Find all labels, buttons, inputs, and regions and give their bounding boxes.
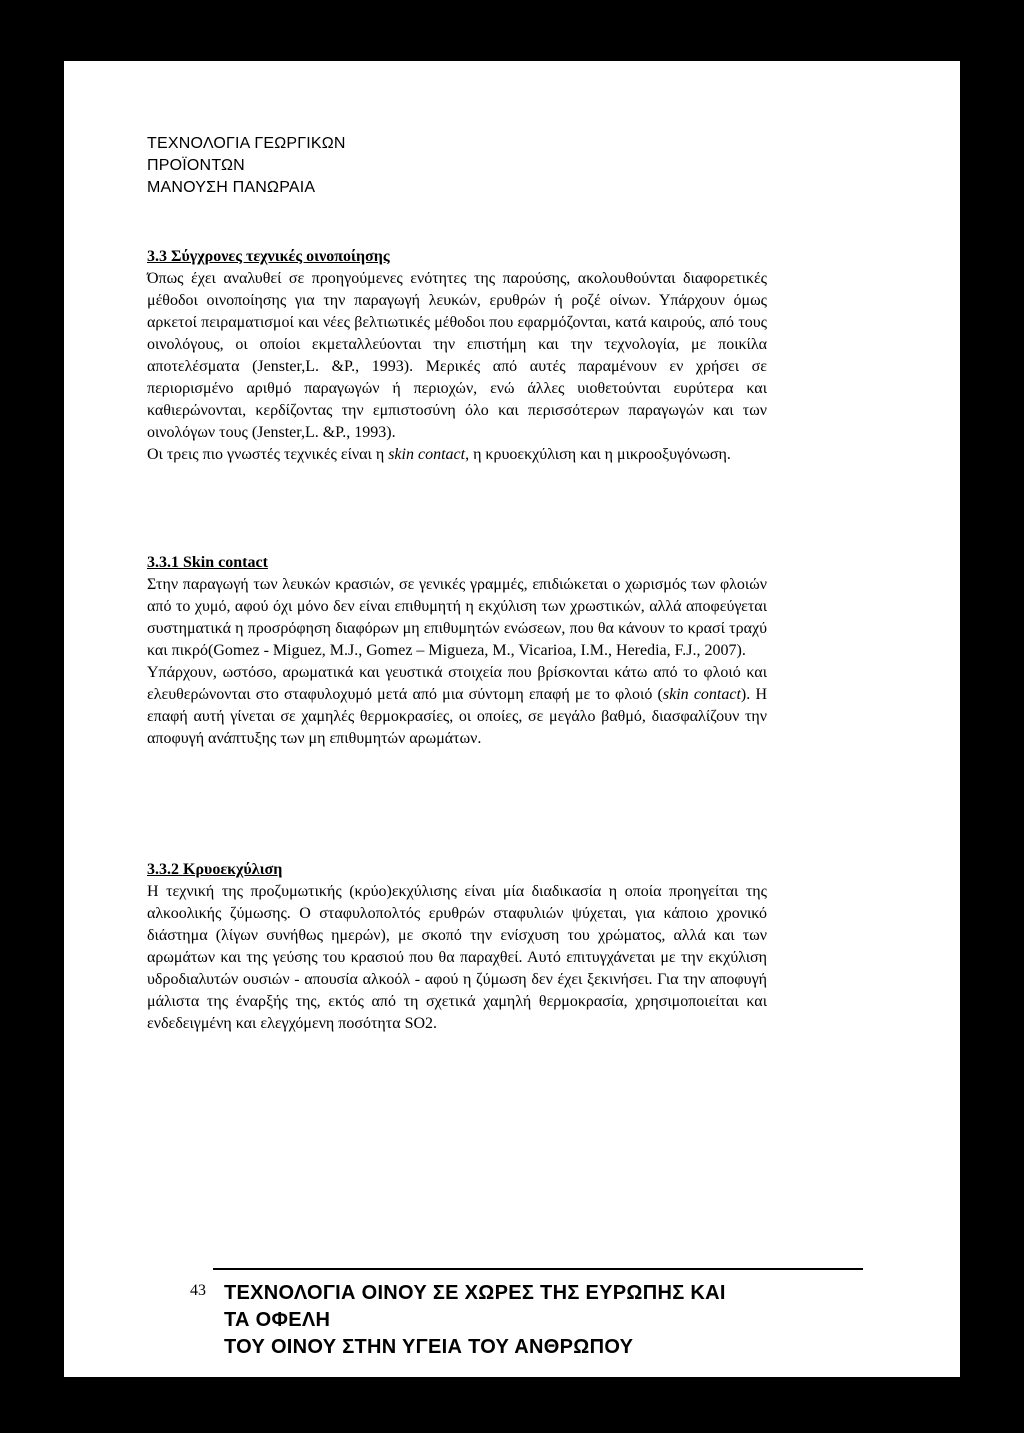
section-3-3-paragraph-2 (147, 444, 767, 466)
section-3-3-1-heading: 3.3.1 Skin contact (147, 554, 268, 571)
footer-title-line-2: ΤΑ ΟΦΕΛΗ (224, 1309, 331, 1331)
section-3-3-heading: 3.3 Σύγχρονες τεχνικές οινοποίησης (147, 248, 390, 265)
section-3-3-2-paragraph-1: Η τεχνική της προζυμωτικής (κρύο)εκχύλισης είναι μία διαδικασία η οποία προηγείται της αλκοολικής ζύμωσης. Ο σταφυλοπολτός ερυθρών σταφυλιών ψύχεται, για κάποιο χρονικό διάστημα (λίγων συνήθως ημερών), με σκοπό την ενίσχυση του χρώματος, αλλά και των αρωμάτων και της γεύσης του κρασιού που θα παραχθεί. Αυτό επιτυγχάνεται με την εκχύλιση υδροδιαλυτών ουσιών - απουσία αλκοόλ - αφού η ζύμωση δεν έχει ξεκινήσει. Για την αποφυγή μάλιστα της έναρξής της, εκτός από τη σχετικά χαμηλή θερμοκρασία, χρησιμοποιείται και ενδεδειγμένη και ελεγχόμενη ποσότητα SO2. (147, 883, 767, 1032)
footer-title-line-3: ΤΟΥ ΟΙΝΟΥ ΣΤΗΝ ΥΓΕΙΑ ΤΟΥ ΑΝΘΡΩΠΟΥ (224, 1336, 634, 1358)
section-3-3-1-paragraph-2-text-b: ). Η επαφή αυτή γίνεται σε χαμηλές θερμοκρασίες, οι οποίες, σε μεγάλο βαθμό, διασφαλίζουν την αποφυγή ανάπτυξης των μη επιθυμητών αρωμάτων. (147, 686, 767, 747)
section-3-3-1 (147, 552, 767, 750)
section-3-3-2 (147, 859, 767, 1035)
section-3-3-paragraph-2-text-b: , η κρυοεκχύλιση και η μικροοξυγόνωση. (465, 446, 731, 463)
header-line-1: ΤΕΧΝΟΛΟΓΙΑ ΓΕΩΡΓΙΚΩΝ (147, 135, 346, 152)
section-3-3-2-heading: 3.3.2 Κρυοεκχύλιση (147, 861, 283, 878)
section-3-3-1-paragraph-2-italic: skin contact (662, 686, 741, 703)
footer-rule (213, 1268, 863, 1270)
section-3-3-1-paragraph-2-text-a: Υπάρχουν, ωστόσο, αρωματικά και γευστικά στοιχεία που βρίσκονται κάτω από το φλοιό και ελευθερώνονται στο σταφυλοχυμό μετά από μια σύντομη επαφή με το φλοιό ( (147, 664, 767, 703)
header-line-2: ΠΡΟΪΟΝΤΩΝ (147, 157, 245, 174)
section-3-3-paragraph-2-italic: skin contact (388, 446, 466, 463)
footer-title-line-1: ΤΕΧΝΟΛΟΓΙΑ ΟΙΝΟΥ ΣΕ ΧΩΡΕΣ ΤΗΣ ΕΥΡΩΠΗΣ ΚΑΙ (224, 1282, 726, 1304)
page-header (147, 133, 346, 199)
header-line-3: ΜΑΝΟΥΣΗ ΠΑΝΩΡΑΙΑ (147, 179, 316, 196)
section-3-3-1-paragraph-2 (147, 662, 767, 750)
section-3-3-paragraph-2-text-a: Οι τρεις πιο γνωστές τεχνικές είναι η (147, 446, 389, 463)
section-3-3-paragraph-1: Όπως έχει αναλυθεί σε προηγούμενες ενότητες της παρούσης, ακολουθούνται διαφορετικές μέθοδοι οινοποίησης για την παραγωγή λευκών, ερυθρών ή ροζέ οίνων. Υπάρχουν όμως αρκετοί πειραματισμοί και νέες βελτιωτικές μέθοδοι που εφαρμόζονται, κατά καιρούς, από τους οινολόγους, οι οποίοι εκμεταλλεύονται την επιστήμη και την τεχνολογία, με ποικίλα αποτελέσματα (Jenster,L. &P., 1993). Μερικές από αυτές παραμένουν εν χρήσει σε περιορισμένο αριθμό παραγωγών ή περιοχών, ενώ άλλες υιοθετούνται ευρύτερα και καθιερώνονται, κερδίζοντας την εμπιστοσύνη όλο και περισσότερων παραγωγών και των οινολόγων τους (Jenster,L. &P., 1993). (147, 270, 767, 441)
footer-title (224, 1280, 726, 1361)
page-number: 43 (190, 1282, 206, 1299)
section-3-3-1-paragraph-1: Στην παραγωγή των λευκών κρασιών, σε γενικές γραμμές, επιδιώκεται ο χωρισμός των φλοιών από το χυμό, αφού όχι μόνο δεν είναι επιθυμητή η εκχύλιση των χρωστικών, αλλά αποφεύγεται συστηματικά η προσρόφηση διαφόρων μη επιθυμητών ενώσεων, που θα κάνουν το κρασί τραχύ και πικρό(Gomez - Miguez, M.J., Gomez – Migueza, M., Vicarioa, I.M., Heredia, F.J., 2007). (147, 576, 767, 659)
section-3-3 (147, 246, 767, 466)
